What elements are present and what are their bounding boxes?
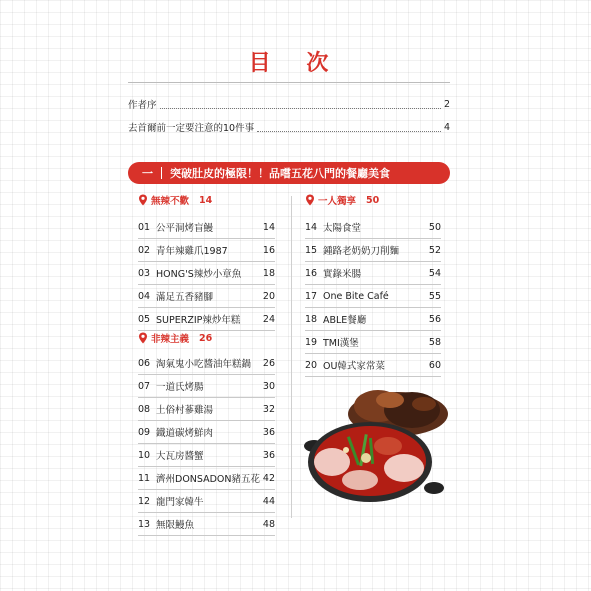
item-number: 10 bbox=[138, 449, 151, 461]
food-photo bbox=[300, 376, 458, 514]
toc-item[interactable] bbox=[305, 331, 441, 354]
item-name: HONG'S辣炒小章魚 bbox=[156, 269, 242, 280]
item-page: 36 bbox=[262, 449, 275, 461]
item-number: 04 bbox=[138, 290, 151, 302]
section-header[interactable] bbox=[138, 192, 275, 208]
item-number: 13 bbox=[138, 518, 151, 530]
section-page: 50 bbox=[366, 194, 380, 206]
item-name: 鐵道碳烤鮮肉 bbox=[156, 428, 214, 439]
item-name: 青年辣雞爪1987 bbox=[156, 246, 228, 257]
map-pin-icon bbox=[138, 194, 148, 206]
section-title: 無辣不歡 bbox=[151, 196, 190, 207]
item-number: 19 bbox=[305, 336, 318, 348]
item-name: OU韓式家常菜 bbox=[323, 361, 385, 372]
chapter-title: 突破肚皮的極限！！品嚐五花八門的餐廳美食 bbox=[170, 167, 390, 180]
toc-item[interactable] bbox=[138, 216, 275, 239]
item-name: 鍾路老奶奶刀削麵 bbox=[323, 246, 400, 257]
item-page: 14 bbox=[262, 221, 275, 233]
page-title: 目 次 bbox=[248, 51, 343, 76]
toc-intro-page: 4 bbox=[443, 121, 450, 133]
item-page: 42 bbox=[262, 472, 275, 484]
item-page: 52 bbox=[428, 244, 441, 256]
item-number: 09 bbox=[138, 426, 151, 438]
item-name: 滿足五香豬腳 bbox=[156, 292, 214, 303]
item-page: 16 bbox=[262, 244, 275, 256]
toc-item[interactable] bbox=[138, 490, 275, 513]
column-divider bbox=[291, 196, 292, 518]
item-number: 17 bbox=[305, 290, 318, 302]
toc-item[interactable] bbox=[138, 467, 275, 490]
toc-intro-label: 去首爾前一定要注意的10件事 bbox=[128, 123, 255, 134]
item-name: 實錄米腸 bbox=[323, 269, 362, 280]
section-title: 一人獨享 bbox=[318, 196, 357, 207]
toc-item[interactable] bbox=[305, 262, 441, 285]
chapter-banner bbox=[128, 162, 450, 184]
section-spicy bbox=[138, 192, 275, 331]
item-page: 44 bbox=[262, 495, 275, 507]
toc-item[interactable] bbox=[138, 513, 275, 536]
toc-item[interactable] bbox=[138, 239, 275, 262]
item-name: ABLE餐廳 bbox=[323, 315, 367, 326]
item-number: 12 bbox=[138, 495, 151, 507]
toc-item[interactable] bbox=[305, 354, 441, 377]
item-name: TMI漢堡 bbox=[323, 338, 359, 349]
section-title: 非辣主義 bbox=[151, 334, 190, 345]
item-page: 56 bbox=[428, 313, 441, 325]
item-name: 無限鰻魚 bbox=[156, 520, 195, 531]
item-page: 48 bbox=[262, 518, 275, 530]
item-name: 一道氏烤腸 bbox=[156, 382, 204, 393]
item-page: 54 bbox=[428, 267, 441, 279]
item-page: 26 bbox=[262, 357, 275, 369]
item-page: 30 bbox=[262, 380, 275, 392]
section-solo bbox=[305, 192, 441, 377]
banner-separator bbox=[161, 167, 162, 179]
item-page: 50 bbox=[428, 221, 441, 233]
toc-intro-page: 2 bbox=[443, 98, 450, 110]
item-page: 55 bbox=[428, 290, 441, 302]
section-page: 26 bbox=[199, 332, 213, 344]
toc-item[interactable] bbox=[138, 421, 275, 444]
map-pin-icon bbox=[138, 332, 148, 344]
item-name: 濟州DONSADON豬五花 bbox=[156, 474, 261, 485]
toc-intro-label: 作者序 bbox=[128, 100, 157, 111]
item-number: 14 bbox=[305, 221, 318, 233]
item-number: 01 bbox=[138, 221, 151, 233]
toc-intro-row[interactable] bbox=[128, 119, 450, 135]
item-page: 36 bbox=[262, 426, 275, 438]
title-divider bbox=[128, 82, 450, 83]
item-name: One Bite Café bbox=[323, 290, 389, 302]
item-number: 15 bbox=[305, 244, 318, 256]
toc-item[interactable] bbox=[138, 285, 275, 308]
toc-item[interactable] bbox=[138, 308, 275, 331]
item-name: 土俗村蔘雞湯 bbox=[156, 405, 214, 416]
item-page: 60 bbox=[428, 359, 441, 371]
toc-item[interactable] bbox=[138, 352, 275, 375]
item-name: 淘氣鬼小吃醬油年糕鍋 bbox=[156, 359, 252, 370]
toc-item[interactable] bbox=[138, 398, 275, 421]
item-page: 32 bbox=[262, 403, 275, 415]
toc-item[interactable] bbox=[305, 216, 441, 239]
item-number: 05 bbox=[138, 313, 151, 325]
item-page: 58 bbox=[428, 336, 441, 348]
item-page: 24 bbox=[262, 313, 275, 325]
item-number: 16 bbox=[305, 267, 318, 279]
map-pin-icon bbox=[305, 194, 315, 206]
item-number: 20 bbox=[305, 359, 318, 371]
section-page: 14 bbox=[199, 194, 213, 206]
item-number: 03 bbox=[138, 267, 151, 279]
item-number: 07 bbox=[138, 380, 151, 392]
toc-item[interactable] bbox=[305, 308, 441, 331]
leader-dots bbox=[160, 99, 441, 109]
toc-item[interactable] bbox=[305, 239, 441, 262]
toc-item[interactable] bbox=[138, 262, 275, 285]
item-number: 08 bbox=[138, 403, 151, 415]
item-number: 02 bbox=[138, 244, 151, 256]
toc-intro-row[interactable] bbox=[128, 96, 450, 112]
section-nonspicy bbox=[138, 330, 275, 536]
item-name: SUPERZIP辣炒年糕 bbox=[156, 315, 241, 326]
toc-item[interactable] bbox=[138, 444, 275, 467]
item-name: 太陽食堂 bbox=[323, 223, 362, 234]
item-name: 公平洞烤盲鰻 bbox=[156, 223, 214, 234]
item-name: 龍門家韓牛 bbox=[156, 497, 204, 508]
item-number: 06 bbox=[138, 357, 151, 369]
item-page: 20 bbox=[262, 290, 275, 302]
item-name: 大瓦房醬蟹 bbox=[156, 451, 204, 462]
leader-dots bbox=[257, 122, 441, 132]
section-header[interactable] bbox=[138, 330, 275, 346]
chapter-number: 一 bbox=[142, 167, 153, 180]
item-page: 18 bbox=[262, 267, 275, 279]
toc-item[interactable] bbox=[138, 375, 275, 398]
item-number: 18 bbox=[305, 313, 318, 325]
section-header[interactable] bbox=[305, 192, 441, 208]
toc-item[interactable] bbox=[305, 285, 441, 308]
item-number: 11 bbox=[138, 472, 151, 484]
